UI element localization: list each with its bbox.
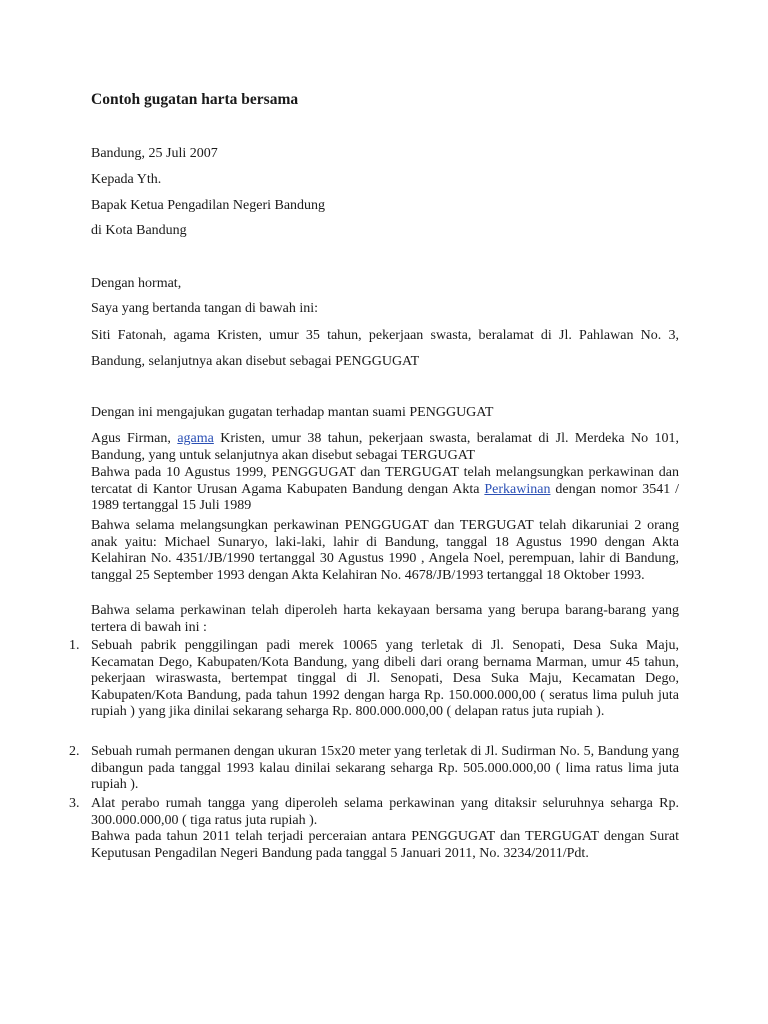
recipient: Bapak Ketua Pengadilan Negeri Bandung	[91, 198, 326, 213]
asset-text: Alat perabo rumah tangga yang diperoleh selama perkawinan yang ditaksir seluruhnya seharga Rp. 300.000.000,00 ( tiga ratus juta rupiah ).	[91, 796, 679, 828]
recipient-city: di Kota Bandung	[91, 223, 187, 238]
asset-number: 2.	[69, 744, 80, 759]
claim-intro: Dengan ini mengajukan gugatan terhadap mantan suami PENGGUGAT	[91, 405, 494, 420]
asset-number: 3.	[69, 796, 80, 811]
perkawinan-link[interactable]: Perkawinan	[484, 481, 551, 497]
intro-line: Saya yang bertanda tangan di bawah ini:	[91, 301, 319, 316]
document-title: Contoh gugatan harta bersama	[91, 91, 299, 108]
agama-link[interactable]: agama	[177, 431, 214, 446]
plaintiff-line-1: Siti Fatonah, agama Kristen, umur 35 tahun, pekerjaan swasta, beralamat di Jl. Pahlawan No. 3,	[91, 328, 679, 343]
plaintiff-line-2: Bandung, selanjutnya akan disebut sebagai PENGGUGAT	[91, 354, 420, 369]
asset-item-1	[69, 638, 679, 721]
assets-intro: Bahwa selama perkawinan telah diperoleh harta kekayaan bersama yang berupa barang-barang yang tertera di bawah ini :	[91, 603, 679, 635]
asset-text: Sebuah pabrik penggilingan padi merek 10065 yang terletak di Jl. Senopati, Desa Suka Maju, Kecamatan Dego, Kabupaten/Kota Bandung, yang dibeli dari orang bernama Marman, umur 45 tahun, pekerjaan wiraswasta, bertempat tinggal di Jl. Senopati, Desa Suka Maju, Kecamatan Dego, Kabupaten/Kota Bandung, pada tahun 1992 dengan harga Rp. 150.000.000,00 ( seratus lima puluh juta rupiah ) yang jika dinilai sekarang seharga Rp. 800.000.000,00 ( delapan ratus juta rupiah ).	[91, 638, 679, 719]
greeting: Dengan hormat,	[91, 276, 182, 291]
defendant-name: Agus Firman,	[91, 431, 171, 446]
divorce-paragraph: Bahwa pada tahun 2011 telah terjadi perceraian antara PENGGUGAT dan TERGUGAT dengan Surat Keputusan Pengadilan Negeri Bandung pada tanggal 5 Januari 2011, No. 3234/2011/Pdt.	[91, 829, 679, 861]
asset-item-3	[69, 796, 679, 829]
children-paragraph: Bahwa selama melangsungkan perkawinan PENGGUGAT dan TERGUGAT telah dikaruniai 2 orang anak yaitu: Michael Sunaryo, laki-laki, lahir di Bandung, tanggal 18 Agustus 1990 dengan Akta Kelahiran No. 4351/JB/1990 tertanggal 30 Agustus 1990 , Angela Noel, perempuan, lahir di Bandung, tanggal 25 September 1993 dengan Akta Kelahiran No. 4678/JB/1993 tertanggal 18 Oktober 1993.	[91, 518, 679, 583]
marriage-paragraph	[91, 465, 679, 515]
marriage-registration: dengan nomor 3541 / 1989 tertanggal 15 Juli 1989	[91, 481, 680, 513]
asset-item-2	[69, 744, 679, 794]
defendant-details: Kristen, umur 38 tahun, pekerjaan swasta, beralamat di Jl. Merdeka No 101, Bandung, yang untuk selanjutnya akan disebut sebagai TERGUGAT	[91, 431, 680, 463]
salutation-to: Kepada Yth.	[91, 172, 162, 187]
marriage-text: Bahwa pada 10 Agustus 1999, PENGGUGAT dan TERGUGAT telah melangsungkan perkawinan dan tercatat di Kantor Urusan Agama Kabupaten Bandung dengan Akta	[91, 465, 679, 497]
place-date: Bandung, 25 Juli 2007	[91, 146, 218, 161]
asset-number: 1.	[69, 638, 80, 653]
asset-text: Sebuah rumah permanen dengan ukuran 15x20 meter yang terletak di Jl. Sudirman No. 5, Bandung yang dibangun pada tanggal 1993 kalau dinilai sekarang seharga Rp. 505.000.000,00 ( lima ratus lima juta rupiah ).	[91, 744, 679, 792]
defendant-paragraph	[91, 431, 679, 464]
